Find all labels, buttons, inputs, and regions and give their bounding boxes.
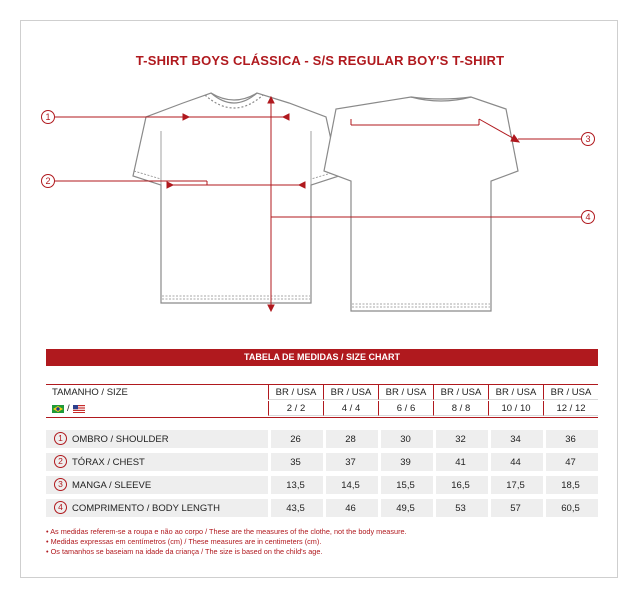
table-cell: 18,5 [561,479,580,491]
size-label: TAMANHO / SIZE [52,387,128,398]
size-col-3: 6 / 6 [378,401,433,416]
callout-1: 1 [41,110,55,124]
table-cell: 28 [345,433,356,445]
footnote: • Os tamanhos se baseiam na idade da criança / The size is based on the child's age. [46,547,407,557]
brazil-flag-icon [52,405,64,413]
table-header-row [46,385,598,400]
table-cell: 34 [510,433,521,445]
table-cell: 16,5 [451,479,470,491]
table-cell: 39 [400,456,411,468]
flags [46,401,268,416]
row-label: COMPRIMENTO / BODY LENGTH [72,502,220,514]
callout-3: 3 [581,132,595,146]
size-col-2: 4 / 4 [323,401,378,416]
callout-4: 4 [581,210,595,224]
back-tshirt [324,97,518,311]
callout-2: 2 [41,174,55,188]
table-cell: 15,5 [396,479,415,491]
table-cell: 36 [565,433,576,445]
table-cell: 13,5 [286,479,305,491]
table-cell: 44 [510,456,521,468]
table-cell: 14,5 [341,479,360,491]
table-cell: 41 [455,456,466,468]
table-cell: 43,5 [286,502,305,514]
table-cell: 49,5 [396,502,415,514]
region-label: BR / USA [323,385,378,400]
table-cell: 30 [400,433,411,445]
table-cell: 53 [455,502,466,514]
footnote: • As medidas referem-se a roupa e não ao corpo / These are the measures of the clothe, not the body measure. [46,527,407,537]
table-cell: 47 [565,456,576,468]
row-label: MANGA / SLEEVE [72,479,152,491]
table-cell: 35 [290,456,301,468]
row-label: TÓRAX / CHEST [72,456,145,468]
row-number: 4 [54,501,67,514]
size-chart-card [20,20,618,578]
row-number: 1 [54,432,67,445]
size-col-4: 8 / 8 [433,401,488,416]
row-label: OMBRO / SHOULDER [72,433,169,445]
table-row [46,430,598,448]
table-row [46,476,598,494]
table-sizes-row [46,401,598,416]
size-chart-title: TABELA DE MEDIDAS / SIZE CHART [46,349,598,366]
footnote: • Medidas expressas em centímetros (cm) / These measures are in centimeters (cm). [46,537,407,547]
table-cell: 57 [510,502,521,514]
region-label: BR / USA [488,385,543,400]
size-col-5: 10 / 10 [488,401,543,416]
region-label: BR / USA [268,385,323,400]
size-col-1: 2 / 2 [268,401,323,416]
tshirt-diagram [21,21,619,321]
region-label: BR / USA [378,385,433,400]
usa-flag-icon [73,405,85,413]
front-tshirt [133,93,339,303]
region-label: BR / USA [433,385,488,400]
region-label: BR / USA [543,385,598,400]
footnotes [46,527,407,557]
table-cell: 32 [455,433,466,445]
size-col-6: 12 / 12 [543,401,598,416]
row-number: 3 [54,478,67,491]
table-cell: 17,5 [506,479,525,491]
row-number: 2 [54,455,67,468]
table-cell: 26 [290,433,301,445]
table-cell: 37 [345,456,356,468]
flag-separator: / [67,403,70,414]
table-row [46,453,598,471]
table-cell: 46 [345,502,356,514]
page-title: T-SHIRT BOYS CLÁSSICA - S/S REGULAR BOY'S T-SHIRT [135,53,505,68]
table-cell: 60,5 [561,502,580,514]
table-row [46,499,598,517]
